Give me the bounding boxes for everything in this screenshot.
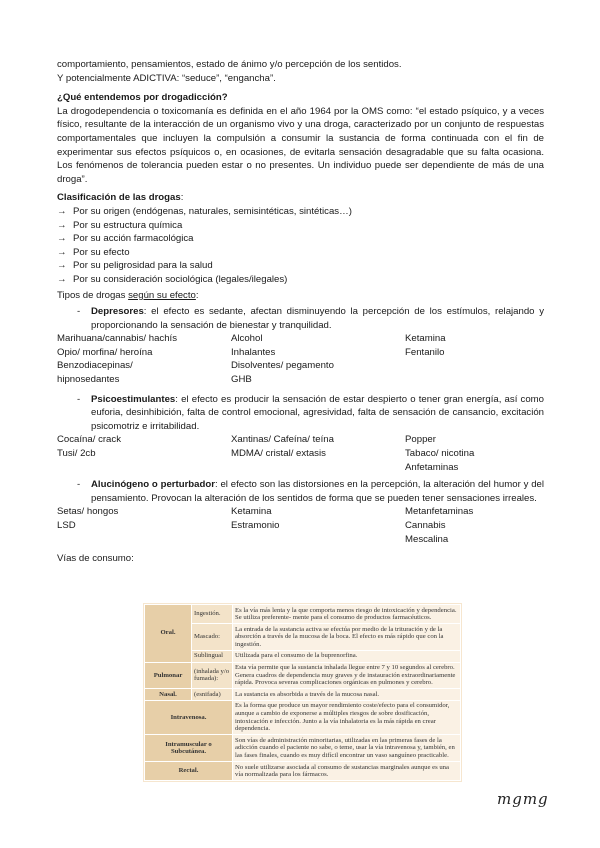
list-item: → Por su estructura química [57, 219, 183, 231]
psicoestimulantes-examples: Cocaína/ crack Tusi/ 2cb Xantinas/ Cafeína/ teína MDMA/ cristal/ extasis Popper Tabaco/ nicotina Anfetaminas [57, 434, 475, 473]
arrow-icon: → [57, 260, 67, 272]
clasificacion-list [57, 205, 544, 287]
clasificacion-colon: : [180, 192, 184, 204]
dash-bullet: - [77, 479, 81, 491]
vias-table [144, 604, 461, 781]
table-row: Rectal. No suele utilizarse asociada al consumo de sustancias marginales aunque es una vía normalizada para los fármacos. [145, 762, 461, 781]
table-row: Pulmonar (inhalada y/o fumada): Esta vía permite que la sustancia inhalada llegue entre 7 y 10 segundos al cerebro. Genera cuadros de dependencia muy graves y de instauración extraordinariamente rápida. Provoca severas complicaciones orgánicas en pulmones y cerebro. [145, 662, 461, 689]
arrow-icon: → [57, 233, 67, 245]
depresores-examples: Marihuana/cannabis/ hachís Opio/ morfina/ heroína Benzodiacepinas/ hipnosedantes Alcohol Inhalantes Disolventes/ pegamento GHB Ketamina Fentanilo [57, 333, 446, 386]
vias-label: Vías de consumo: [57, 553, 134, 565]
alucinogeno-description: - Alucinógeno o perturbador: el efecto son las distorsiones en la percepción, la alteración del humor y del pensamiento. Provocan la alteración de los sentidos de forma que se pueden tener sensaciones irreales. [77, 479, 545, 504]
drogadiccion-heading: ¿Qué entendemos por drogadicción? [57, 92, 228, 104]
alucinogeno-examples: Setas/ hongos LSD Ketamina Estramonio Metanfetaminas Cannabis Mescalina [57, 506, 474, 545]
tipos-heading: Tipos de drogas según su efecto: [57, 289, 199, 301]
drogadiccion-definition: La drogodependencia o toxicomanía es definida en el año 1964 por la OMS como: “el estado psíquico, y a veces físico, resultante de la interacción de un organismo vivo y una droga, caracterizado por un conjunto de respuestas comportamentales que incluyen la compulsión a consumir la sustancia de forma continuada con el fin de experimentar sus efectos psíquicos o, en ocasiones, de evitarla sensación desagradable que su falta ocasiona. Los fenómenos de tolerancia pueden estar o no presentes. Un individuo puede ser dependiente de más de una droga”. [57, 105, 544, 185]
clasificacion-heading [57, 191, 544, 205]
list-item: → Por su peligrosidad para la salud [57, 260, 213, 272]
clasificacion-title: Clasificación de las drogas [57, 192, 181, 204]
dash-bullet: - [77, 393, 81, 405]
table-row: Mascado: La entrada de la sustancia activa se efectúa por medio de la trituración y de la absorción a través de la mucosa de la boca. El efecto es más rápido que con la ingestión. [145, 624, 461, 651]
depresores-description: - Depresores: el efecto es sedante, afectan disminuyendo la percepción de los estímulos, relajando y proporcionando la sensación de bienestar y tranquilidad. [77, 306, 544, 331]
table-row: Nasal. (esnifada) La sustancia es absorbida a través de la mucosa nasal. [145, 689, 461, 701]
table-row: Intravenosa. Es la forma que produce un mayor rendimiento coste/efecto para el consumidor, aunque a cambio de exponerse a múltiples riesgos de sobre dosificación, intoxicación e infección. Junto a la vía inhalatoria es la más rápida en crear dependencia. [145, 700, 461, 734]
arrow-icon: → [57, 246, 67, 258]
list-item: → Por su acción farmacológica [57, 233, 194, 245]
table-row: Oral. Ingestión. Es la vía más lenta y la que comporta menos riesgo de intoxicación y dependencia. Se utiliza preferente- mente para el consumo de productos farmacéuticos. [145, 605, 461, 624]
arrow-icon: → [57, 219, 67, 231]
dash-bullet: - [77, 306, 81, 318]
document-page [57, 58, 544, 566]
arrow-icon: → [57, 273, 67, 285]
author-signature: mgmg [497, 790, 549, 808]
intro-line-2: Y potencialmente ADICTIVA: “seduce”, “engancha”. [57, 72, 276, 84]
table-row: Sublingual Utilizada para el consumo de la buprenorfina. [145, 650, 461, 662]
intro-line-1: comportamiento, pensamientos, estado de ánimo y/o percepción de los sentidos. [57, 59, 402, 70]
list-item: → Por su efecto [57, 246, 130, 258]
arrow-icon: → [57, 205, 67, 217]
list-item: → Por su origen (endógenas, naturales, semisintéticas, sintéticas…) [57, 205, 352, 217]
table-row: Intramuscular o Subcutánea. Son vías de administración minoritarias, utilizadas en las primeras fases de la adicción cuando el paciente no sabe, o teme, usar la vía intravenosa y, también, en las fases finales, cuando es muy difícil encontrar un vaso sanguíneo practicable. [145, 735, 461, 762]
vias-consumo-table-image [143, 603, 462, 782]
list-item: → Por su consideración sociológica (legales/ilegales) [57, 273, 288, 285]
psicoestimulantes-description: - Psicoestimulantes: el efecto es producir la sensación de estar despierto o tener gran energía, así como euforia, desinhibición, falta de control emocional, agresividad, falta de sensación de cansancio, excitación psicomotriz e irritabilidad. [77, 393, 544, 432]
